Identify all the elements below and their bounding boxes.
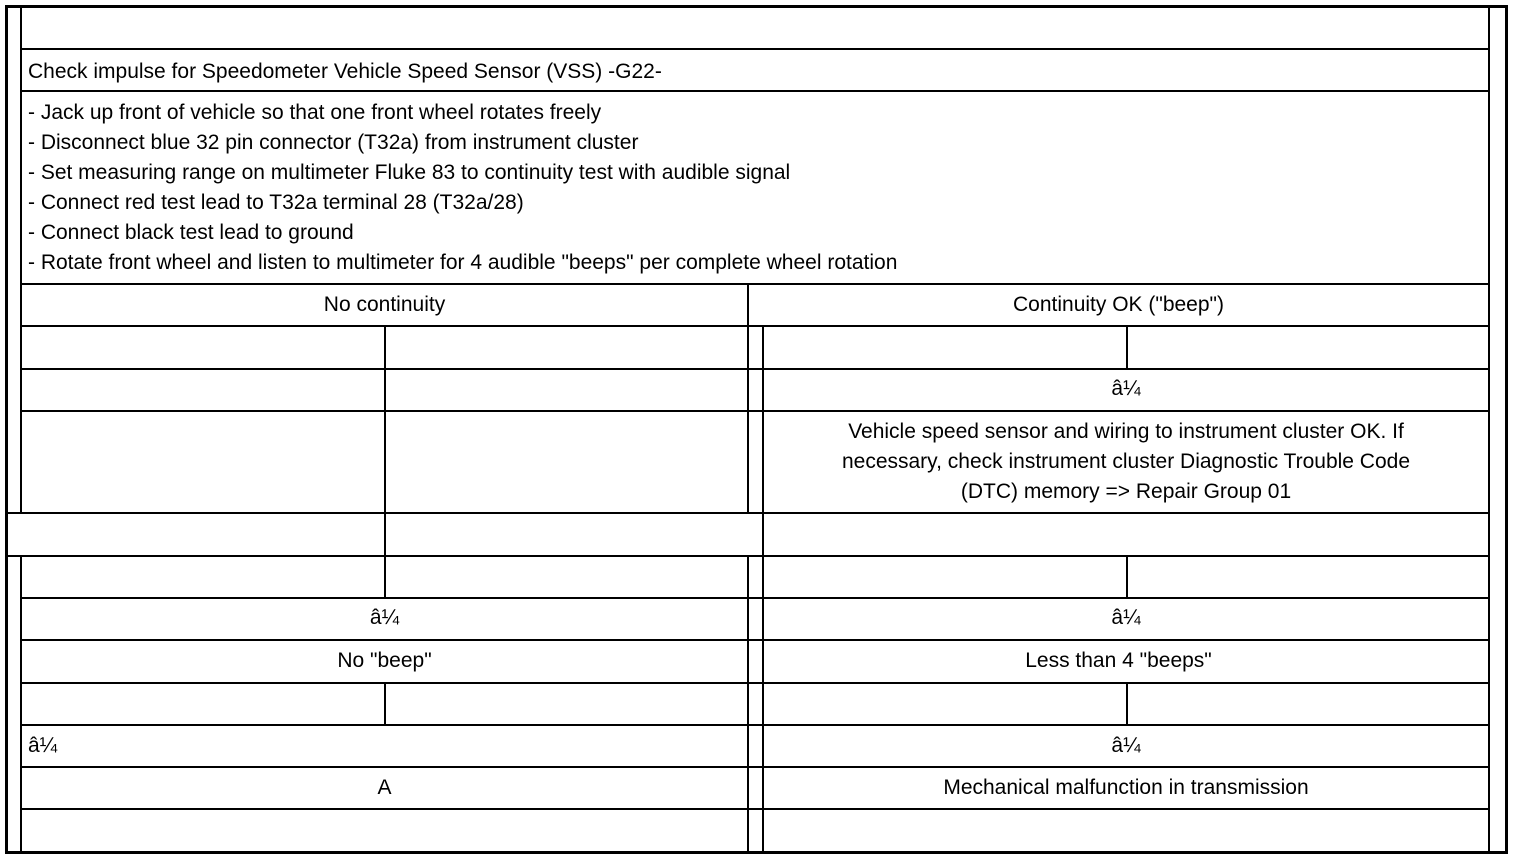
result-no-beep: No "beep" xyxy=(337,649,432,672)
grid-line xyxy=(1126,682,1128,724)
arrow-down-icon: â¼ xyxy=(1111,606,1141,629)
test-title: Check impulse for Speedometer Vehicle Speed Sensor (VSS) -G22- xyxy=(28,60,662,83)
grid-line xyxy=(384,682,386,724)
grid-line xyxy=(21,597,1489,599)
step: - Jack up front of vehicle so that one front wheel rotates freely xyxy=(28,101,602,124)
grid-line xyxy=(21,48,1489,50)
ok-text-line: Vehicle speed sensor and wiring to instrument cluster OK. If xyxy=(848,420,1404,443)
grid-line xyxy=(21,766,1489,768)
grid-line xyxy=(384,325,386,597)
arrow-down-icon: â¼ xyxy=(1111,377,1141,400)
grid-line xyxy=(21,808,1489,810)
step: - Connect red test lead to T32a terminal 28 (T32a/28) xyxy=(28,191,524,214)
grid-line xyxy=(21,724,1489,726)
grid-line xyxy=(1126,555,1128,597)
grid-line xyxy=(21,639,1489,641)
grid-line xyxy=(21,368,1489,370)
grid-line xyxy=(21,90,1489,92)
result-continuity-ok: Continuity OK ("beep") xyxy=(1012,293,1224,316)
conclusion-mechanical-malfunction: Mechanical malfunction in transmission xyxy=(943,776,1309,799)
arrow-down-icon: â¼ xyxy=(369,606,400,629)
arrow-down-icon: â¼ xyxy=(28,734,58,757)
result-less-than-4-beeps: Less than 4 "beeps" xyxy=(1025,649,1212,672)
step: - Disconnect blue 32 pin connector (T32a) from instrument cluster xyxy=(28,131,639,154)
grid-line xyxy=(20,555,22,851)
grid-line xyxy=(21,410,1489,412)
grid-line xyxy=(21,682,1489,684)
step: - Set measuring range on multimeter Fluke 83 to continuity test with audible signal xyxy=(28,161,791,184)
goto-a-link[interactable]: A xyxy=(377,776,392,799)
result-no-continuity: No continuity xyxy=(323,293,446,316)
grid-line xyxy=(747,555,749,851)
step: - Connect black test lead to ground xyxy=(28,221,354,244)
grid-line xyxy=(8,512,1489,514)
grid-line xyxy=(20,8,22,512)
arrow-down-icon: â¼ xyxy=(1111,734,1141,757)
grid-line xyxy=(21,325,1489,327)
grid-line xyxy=(1126,325,1128,368)
step: - Rotate front wheel and listen to multimeter for 4 audible "beeps" per complete wheel rotation xyxy=(28,251,898,274)
ok-text-line: (DTC) memory => Repair Group 01 xyxy=(960,480,1292,503)
ok-text-line: necessary, check instrument cluster Diagnostic Trouble Code xyxy=(841,450,1411,473)
grid-line xyxy=(21,283,1489,285)
